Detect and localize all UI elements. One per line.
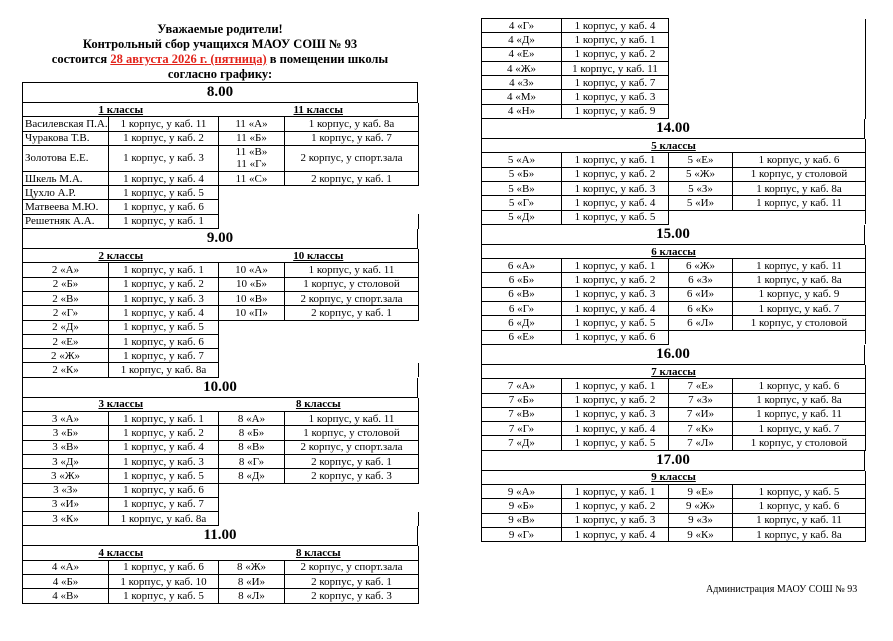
location-cell: 1 корпус, у каб. 6 [109, 334, 219, 348]
class-cell: 10 «П» [219, 306, 285, 320]
class-cell: 2 «Д» [23, 320, 109, 334]
location-cell: 2 корпус, у каб. 1 [285, 171, 419, 185]
class-cell: 7 «З» [669, 393, 733, 407]
table-row [23, 117, 419, 131]
table-row [482, 210, 866, 224]
class-cell: 11 «Б» [219, 131, 285, 145]
location-cell: 1 корпус, у каб. 1 [562, 153, 669, 167]
group-title: 3 классы [23, 398, 219, 412]
location-cell: 1 корпус, у каб. 7 [733, 422, 866, 436]
class-cell: 8 «Ж» [219, 560, 285, 574]
header-title: Контрольный сбор учащихся МАОУ СОШ № 93 [82, 37, 358, 51]
table-row [23, 469, 419, 483]
class-cell: 11 «С» [219, 171, 285, 185]
location-cell: 1 корпус, у каб. 1 [562, 379, 669, 393]
table-row [482, 330, 866, 344]
location-cell: 1 корпус, у каб. 1 [562, 33, 669, 47]
class-cell: 8 «А» [219, 412, 285, 426]
schedule-table-11 [22, 546, 419, 603]
location-cell: 1 корпус, у каб. 2 [109, 426, 219, 440]
class-cell: 5 «А» [482, 153, 562, 167]
location-cell: 1 корпус, у каб. 9 [733, 287, 866, 301]
location-cell: 1 корпус, у каб. 3 [109, 291, 219, 305]
table-row [482, 499, 866, 513]
table-row [23, 320, 419, 334]
location-cell: 1 корпус, у каб. 11 [285, 263, 419, 277]
location-cell: 1 корпус, у каб. 7 [109, 497, 219, 511]
table-row [23, 214, 419, 228]
location-cell: 1 корпус, у каб. 1 [562, 259, 669, 273]
class-cell: 6 «А» [482, 259, 562, 273]
class-cell: 2 «А» [23, 263, 109, 277]
class-cell: 3 «Ж» [23, 469, 109, 483]
table-row [23, 186, 419, 200]
time-slot-9: 9.00 [22, 229, 418, 249]
header-schedule-note: согласно графику: [167, 67, 273, 81]
class-cell: 7 «Д» [482, 436, 562, 450]
class-cell: 11 «А» [219, 117, 285, 131]
class-cell: 9 «Е» [669, 485, 733, 499]
teacher-name: Золотова Е.Е. [23, 145, 109, 171]
table-row [23, 412, 419, 426]
time-slot-10: 10.00 [22, 378, 418, 398]
location-cell: 1 корпус, у каб. 3 [109, 454, 219, 468]
location-cell: 1 корпус, у каб. 1 [562, 485, 669, 499]
table-row [23, 560, 419, 574]
table-row [23, 497, 419, 511]
time-slot-14: 14.00 [481, 119, 865, 139]
class-cell: 2 «Е» [23, 334, 109, 348]
class-cell: 7 «Б» [482, 393, 562, 407]
class-cell: 9 «В» [482, 513, 562, 527]
location-cell: 1 корпус, у каб. 5 [562, 436, 669, 450]
table-row [482, 76, 866, 90]
table-row [23, 589, 419, 603]
class-cell: 10 «Б» [219, 277, 285, 291]
group-title: 8 классы [219, 398, 419, 412]
table-row [482, 167, 866, 181]
location-cell: 2 корпус, у каб. 1 [285, 575, 419, 589]
class-cell [219, 145, 285, 171]
location-cell: 1 корпус, у каб. 2 [562, 167, 669, 181]
table-row [23, 483, 419, 497]
class-cell: 7 «В» [482, 407, 562, 421]
table-row [482, 33, 866, 47]
group-title: 5 классы [482, 139, 866, 153]
class-cell-line: 11 «В» [235, 146, 268, 159]
table-row [23, 291, 419, 305]
right-column [481, 18, 865, 542]
location-cell: 1 корпус, у каб. 11 [109, 117, 219, 131]
class-cell: 8 «Г» [219, 454, 285, 468]
footer-signature: Администрация МАОУ СОШ № 93 [706, 584, 858, 595]
class-cell: 4 «Е» [482, 47, 562, 61]
class-cell: 10 «В» [219, 291, 285, 305]
location-cell: 1 корпус, у каб. 5 [109, 186, 219, 200]
location-cell: 2 корпус, у спорт.зала [285, 560, 419, 574]
class-cell: 4 «М» [482, 90, 562, 104]
group-title: 1 классы [23, 103, 219, 117]
location-cell: 1 корпус, у каб. 6 [733, 153, 866, 167]
table-row [23, 512, 419, 526]
table-row [23, 426, 419, 440]
table-row [23, 440, 419, 454]
table-row [482, 287, 866, 301]
location-cell: 1 корпус, у каб. 4 [109, 306, 219, 320]
location-cell: 1 корпус, у каб. 6 [562, 330, 669, 344]
header-date-prefix: состоится [51, 52, 111, 66]
table-row [23, 200, 419, 214]
location-cell: 1 корпус, у каб. 8а [733, 181, 866, 195]
schedule-table-8 [22, 103, 419, 229]
class-cell: 10 «А» [219, 263, 285, 277]
location-cell: 1 корпус, у каб. 6 [109, 560, 219, 574]
table-row [482, 513, 866, 527]
header-date-line [22, 52, 418, 67]
group-title: 4 классы [23, 546, 219, 560]
location-cell: 1 корпус, у каб. 11 [562, 61, 669, 75]
class-cell-line: 11 «Г» [236, 158, 267, 171]
teacher-name: Цухло А.Р. [23, 186, 109, 200]
class-cell: 3 «Д» [23, 454, 109, 468]
class-cell: 6 «Б» [482, 273, 562, 287]
class-cell: 8 «Д» [219, 469, 285, 483]
table-row [482, 379, 866, 393]
location-cell: 2 корпус, у спорт.зала [285, 145, 419, 171]
class-cell: 9 «К» [669, 527, 733, 541]
location-cell: 2 корпус, у спорт.зала [285, 440, 419, 454]
location-cell: 1 корпус, у каб. 4 [562, 422, 669, 436]
time-slot-15: 15.00 [481, 225, 865, 245]
location-cell: 1 корпус, у каб. 8а [733, 527, 866, 541]
group-title: 9 классы [482, 471, 866, 485]
class-cell: 4 «Ж» [482, 61, 562, 75]
class-cell: 9 «Б» [482, 499, 562, 513]
table-row [23, 263, 419, 277]
group-title: 2 классы [23, 249, 219, 263]
class-cell: 5 «И» [669, 196, 733, 210]
time-slot-17: 17.00 [481, 451, 865, 471]
table-row [23, 454, 419, 468]
location-cell: 2 корпус, у каб. 3 [285, 469, 419, 483]
location-cell: 1 корпус, у каб. 9 [562, 104, 669, 118]
location-cell: 1 корпус, у каб. 1 [109, 214, 219, 228]
class-cell: 8 «Б» [219, 426, 285, 440]
location-cell: 1 корпус, у столовой [285, 426, 419, 440]
class-cell: 7 «К» [669, 422, 733, 436]
class-cell: 4 «Д» [482, 33, 562, 47]
location-cell: 1 корпус, у каб. 4 [562, 527, 669, 541]
schedule-table-17 [481, 471, 866, 542]
class-cell: 5 «З» [669, 181, 733, 195]
class-cell: 8 «В» [219, 440, 285, 454]
class-cell: 2 «Ж» [23, 349, 109, 363]
schedule-table-4-continued [481, 18, 866, 119]
class-cell: 6 «Г» [482, 302, 562, 316]
class-cell: 5 «Е» [669, 153, 733, 167]
table-row [23, 334, 419, 348]
schedule-table-16 [481, 365, 866, 451]
location-cell: 1 корпус, у каб. 5 [733, 485, 866, 499]
class-cell: 2 «Б» [23, 277, 109, 291]
location-cell: 1 корпус, у каб. 8а [109, 512, 219, 526]
location-cell: 1 корпус, у каб. 5 [562, 210, 669, 224]
class-cell: 5 «Г» [482, 196, 562, 210]
table-row [23, 363, 419, 377]
location-cell: 1 корпус, у каб. 2 [562, 273, 669, 287]
location-cell: 1 корпус, у каб. 11 [285, 412, 419, 426]
class-cell: 6 «Л» [669, 316, 733, 330]
class-cell: 5 «Д» [482, 210, 562, 224]
location-cell: 1 корпус, у каб. 8а [285, 117, 419, 131]
table-row [482, 485, 866, 499]
class-cell: 7 «Г» [482, 422, 562, 436]
class-cell: 5 «Ж» [669, 167, 733, 181]
location-cell: 1 корпус, у каб. 5 [109, 469, 219, 483]
class-cell: 6 «Д» [482, 316, 562, 330]
table-row [482, 19, 866, 33]
schedule-table-10 [22, 398, 419, 527]
table-row [482, 302, 866, 316]
schedule-table-14 [481, 139, 866, 225]
class-cell: 2 «В» [23, 291, 109, 305]
table-row [23, 306, 419, 320]
location-cell: 1 корпус, у каб. 7 [285, 131, 419, 145]
location-cell: 1 корпус, у каб. 2 [109, 277, 219, 291]
location-cell: 1 корпус, у каб. 7 [562, 76, 669, 90]
class-cell: 4 «Н» [482, 104, 562, 118]
class-cell: 3 «Б» [23, 426, 109, 440]
class-cell: 9 «З» [669, 513, 733, 527]
location-cell: 1 корпус, у каб. 5 [109, 320, 219, 334]
location-cell: 1 корпус, у каб. 11 [733, 259, 866, 273]
class-cell: 9 «Г» [482, 527, 562, 541]
class-cell: 9 «А» [482, 485, 562, 499]
class-cell: 6 «Ж» [669, 259, 733, 273]
class-cell: 3 «З» [23, 483, 109, 497]
location-cell: 1 корпус, у каб. 4 [562, 19, 669, 33]
teacher-name: Василевская П.А. [23, 117, 109, 131]
location-cell: 1 корпус, у каб. 6 [109, 200, 219, 214]
time-slot-11: 11.00 [22, 526, 418, 546]
table-row [482, 316, 866, 330]
class-cell: 6 «Е» [482, 330, 562, 344]
location-cell: 1 корпус, у каб. 3 [562, 407, 669, 421]
schedule-table-15 [481, 245, 866, 345]
location-cell: 1 корпус, у каб. 7 [733, 302, 866, 316]
class-cell: 4 «З» [482, 76, 562, 90]
location-cell: 1 корпус, у каб. 5 [562, 316, 669, 330]
header-greeting: Уважаемые родители! [157, 22, 283, 36]
table-row [482, 422, 866, 436]
location-cell: 2 корпус, у каб. 1 [285, 454, 419, 468]
class-cell: 3 «В» [23, 440, 109, 454]
class-cell: 6 «З» [669, 273, 733, 287]
header-date-suffix: в помещении школы [266, 52, 389, 66]
location-cell: 1 корпус, у каб. 11 [733, 196, 866, 210]
class-cell: 3 «И» [23, 497, 109, 511]
table-row [482, 407, 866, 421]
group-title: 11 классы [219, 103, 419, 117]
group-title: 10 классы [219, 249, 419, 263]
location-cell: 1 корпус, у каб. 1 [109, 263, 219, 277]
location-cell: 1 корпус, у каб. 4 [109, 171, 219, 185]
class-cell: 2 «К» [23, 363, 109, 377]
class-cell: 2 «Г» [23, 306, 109, 320]
location-cell: 1 корпус, у каб. 11 [733, 407, 866, 421]
class-cell: 5 «В» [482, 181, 562, 195]
table-row [482, 181, 866, 195]
class-cell: 4 «А» [23, 560, 109, 574]
table-row [482, 436, 866, 450]
table-row [482, 61, 866, 75]
table-row [23, 575, 419, 589]
location-cell: 1 корпус, у каб. 2 [562, 47, 669, 61]
table-row [482, 259, 866, 273]
location-cell: 1 корпус, у каб. 11 [733, 513, 866, 527]
location-cell: 1 корпус, у каб. 4 [562, 302, 669, 316]
teacher-name: Решетняк А.А. [23, 214, 109, 228]
location-cell: 1 корпус, у каб. 6 [733, 379, 866, 393]
location-cell: 1 корпус, у каб. 3 [562, 181, 669, 195]
time-slot-8: 8.00 [22, 82, 418, 103]
class-cell: 4 «Б» [23, 575, 109, 589]
location-cell: 1 корпус, у столовой [285, 277, 419, 291]
class-cell: 7 «А» [482, 379, 562, 393]
table-row [23, 145, 419, 171]
class-cell: 3 «К» [23, 512, 109, 526]
class-cell: 5 «Б» [482, 167, 562, 181]
location-cell: 1 корпус, у каб. 3 [562, 513, 669, 527]
location-cell: 1 корпус, у столовой [733, 167, 866, 181]
location-cell: 1 корпус, у каб. 2 [562, 393, 669, 407]
class-cell: 3 «А» [23, 412, 109, 426]
class-cell: 6 «И» [669, 287, 733, 301]
teacher-name: Матвеева М.Ю. [23, 200, 109, 214]
teacher-name: Чуракова Т.В. [23, 131, 109, 145]
table-row [482, 104, 866, 118]
table-row [482, 273, 866, 287]
location-cell: 1 корпус, у каб. 6 [733, 499, 866, 513]
class-cell: 6 «К» [669, 302, 733, 316]
class-cell: 9 «Ж» [669, 499, 733, 513]
location-cell: 2 корпус, у спорт.зала [285, 291, 419, 305]
class-cell: 7 «И» [669, 407, 733, 421]
location-cell: 1 корпус, у каб. 7 [109, 349, 219, 363]
class-cell: 8 «И» [219, 575, 285, 589]
table-row [482, 153, 866, 167]
location-cell: 1 корпус, у каб. 8а [733, 393, 866, 407]
table-row [23, 349, 419, 363]
class-cell: 7 «Л» [669, 436, 733, 450]
table-row [482, 393, 866, 407]
location-cell: 1 корпус, у каб. 4 [109, 440, 219, 454]
teacher-name: Шкель М.А. [23, 171, 109, 185]
header-date: 28 августа 2026 г. (пятница) [110, 52, 267, 66]
table-row [482, 196, 866, 210]
group-title: 6 классы [482, 245, 866, 259]
class-cell: 8 «Л» [219, 589, 285, 603]
table-row [482, 47, 866, 61]
class-cell: 4 «В» [23, 589, 109, 603]
left-column [22, 0, 418, 604]
location-cell: 1 корпус, у каб. 1 [109, 412, 219, 426]
time-slot-16: 16.00 [481, 345, 865, 365]
location-cell: 1 корпус, у каб. 8а [733, 273, 866, 287]
location-cell: 1 корпус, у каб. 8а [109, 363, 219, 377]
location-cell: 1 корпус, у каб. 5 [109, 589, 219, 603]
group-title: 7 классы [482, 365, 866, 379]
table-row [23, 131, 419, 145]
location-cell: 1 корпус, у каб. 2 [562, 499, 669, 513]
location-cell: 2 корпус, у каб. 3 [285, 589, 419, 603]
location-cell: 1 корпус, у каб. 3 [562, 90, 669, 104]
location-cell: 1 корпус, у каб. 10 [109, 575, 219, 589]
location-cell: 1 корпус, у каб. 6 [109, 483, 219, 497]
schedule-table-9 [22, 249, 419, 378]
location-cell: 1 корпус, у столовой [733, 436, 866, 450]
class-cell: 7 «Е» [669, 379, 733, 393]
table-row [482, 90, 866, 104]
class-cell: 6 «В» [482, 287, 562, 301]
table-row [482, 527, 866, 541]
table-row [23, 277, 419, 291]
location-cell: 1 корпус, у каб. 3 [109, 145, 219, 171]
location-cell: 1 корпус, у столовой [733, 316, 866, 330]
location-cell: 1 корпус, у каб. 4 [562, 196, 669, 210]
table-row [23, 171, 419, 185]
location-cell: 1 корпус, у каб. 3 [562, 287, 669, 301]
group-title: 8 классы [219, 546, 419, 560]
location-cell: 1 корпус, у каб. 2 [109, 131, 219, 145]
class-cell: 4 «Г» [482, 19, 562, 33]
location-cell: 2 корпус, у каб. 1 [285, 306, 419, 320]
